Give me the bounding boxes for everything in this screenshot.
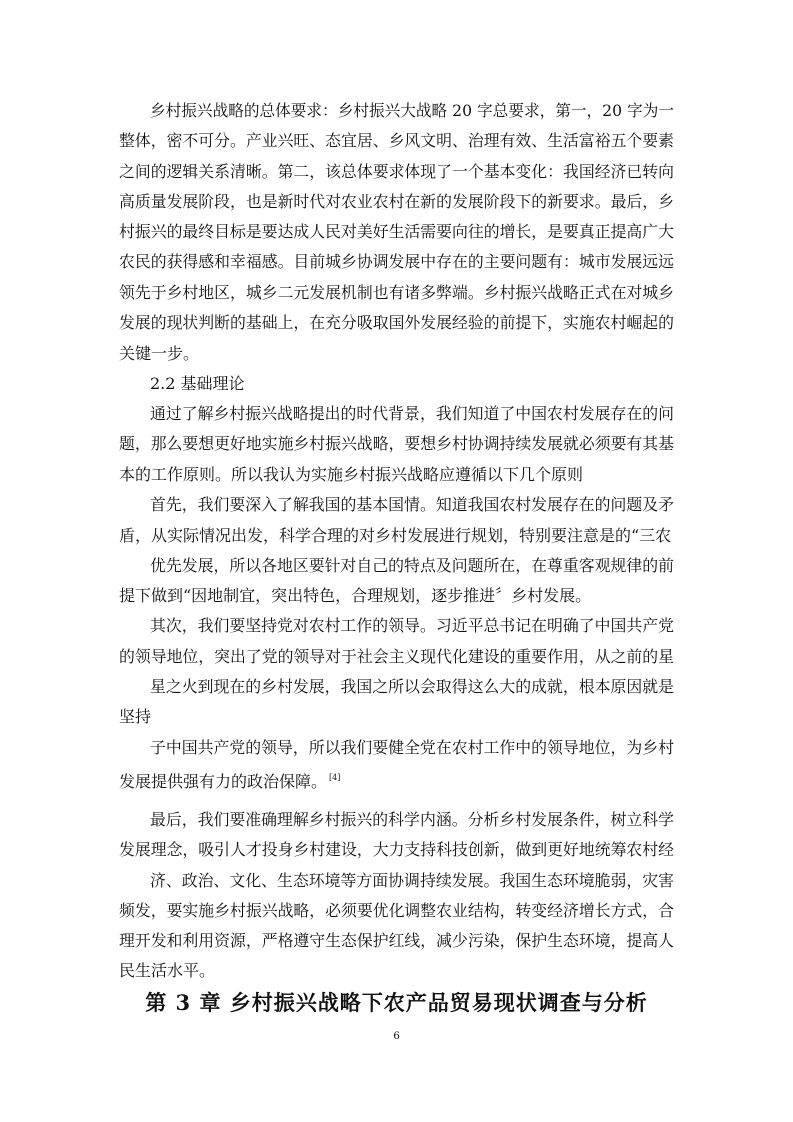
text-line <box>119 434 674 454</box>
chapter-title: 第 3 章 乡村振兴战略下农产品贸易现状调查与分析 <box>145 990 648 1015</box>
line-text: 频发，要实施乡村振兴战略，必须要优化调整农业结构，转变经济增长方式，合 <box>119 901 675 920</box>
line-text: 提下做到“因地制宜，突出特色，合理规划，逐步推进〞乡村发展。 <box>119 586 592 605</box>
text-line <box>150 404 674 424</box>
text-line <box>119 901 674 921</box>
text-line <box>119 465 583 485</box>
text-line <box>119 647 674 667</box>
page-number: 6 <box>393 1031 400 1042</box>
line-text: 本的工作原则。所以我认为实施乡村振兴战略应遵循以下几个原则 <box>119 465 584 484</box>
text-line <box>119 192 674 212</box>
text-line <box>119 961 215 981</box>
text-line <box>119 313 674 333</box>
text-line <box>150 101 674 121</box>
line-text: 农民的获得感和幸福感。目前城乡协调发展中存在的主要问题有：城市发展远远 <box>119 252 675 271</box>
section-heading-text: 2.2 基础理论 <box>150 374 245 393</box>
text-line <box>119 162 674 182</box>
line-text: 最后，我们要准确理解乡村振兴的科学内涵。分析乡村发展条件，树立科学 <box>150 810 675 829</box>
line-text: 通过了解乡村振兴战略提出的时代背景，我们知道了中国农村发展存在的问 <box>150 404 675 423</box>
text-line <box>119 707 151 727</box>
line-text: 发展提供强有力的政治保障。 <box>119 772 328 791</box>
line-text: 民生活水平。 <box>119 961 216 980</box>
text-line <box>150 495 674 515</box>
line-text: 盾，从实际情况出发，科学合理的对乡村发展进行规划，特别要注意是的“三农 <box>119 526 672 545</box>
text-line <box>119 222 674 242</box>
line-text: 坚持 <box>119 707 152 726</box>
text-line <box>119 131 674 151</box>
text-line <box>150 871 674 891</box>
text-line <box>119 931 674 951</box>
text-line <box>119 252 674 272</box>
line-text: 优先发展，所以各地区要针对自己的特点及问题所在，在尊重客观规律的前 <box>150 556 675 575</box>
text-line <box>150 677 674 697</box>
line-text: 星之火到现在的乡村发展，我国之所以会取得这么大的成就，根本原因就是 <box>150 677 675 696</box>
text-line <box>119 768 340 792</box>
line-text: 整体，密不可分。产业兴旺、态宜居、乡风文明、治理有效、生活富裕五个要素 <box>119 131 675 150</box>
text-line <box>150 810 674 830</box>
text-line <box>119 344 199 364</box>
line-text: 关键一步。 <box>119 344 200 363</box>
text-line <box>119 283 674 303</box>
text-line <box>150 556 674 576</box>
citation-marker[interactable]: [4] <box>329 773 341 782</box>
line-text: 发展的现状判断的基础上，在充分吸取国外发展经验的前提下，实施农村崛起的 <box>119 313 675 332</box>
text-line <box>119 840 674 860</box>
line-text: 子中国共产党的领导，所以我们要健全党在农村工作中的领导地位，为乡村 <box>150 738 675 757</box>
text-line <box>150 616 674 636</box>
line-text: 村振兴的最终目标是要达成人民对美好生活需要向往的增长，是要真正提高广大 <box>119 222 675 241</box>
line-text: 首先，我们要深入了解我国的基本国情。知道我国农村发展存在的问题及矛 <box>150 495 675 514</box>
line-text: 之间的逻辑关系清晰。第二，该总体要求体现了一个基本变化：我国经济已转向 <box>119 162 675 181</box>
line-text: 领先于乡村地区，城乡二元发展机制也有诸多弊端。乡村振兴战略正式在对城乡 <box>119 283 675 302</box>
line-text: 理开发和利用资源，严格遵守生态保护红线，减少污染，保护生态环境，提高人 <box>119 931 675 950</box>
line-text: 发展理念，吸引人才投身乡村建设，大力支持科技创新，做到更好地统筹农村经 <box>119 840 675 859</box>
line-text: 济、政治、文化、生态环境等方面协调持续发展。我国生态环境脆弱，灾害 <box>150 871 675 890</box>
line-text: 高质量发展阶段，也是新时代对农业农村在新的发展阶段下的新要求。最后，乡 <box>119 192 675 211</box>
line-text: 题，那么要想更好地实施乡村振兴战略，要想乡村协调持续发展就必须要有其基 <box>119 434 675 453</box>
line-text: 乡村振兴战略的总体要求：乡村振兴大战略 20 字总要求，第一，20 字为一 <box>150 101 674 120</box>
line-text: 的领导地位，突出了党的领导对于社会主义现代化建设的重要作用，从之前的星 <box>119 647 675 666</box>
text-line <box>119 586 591 606</box>
text-line <box>119 526 671 546</box>
line-text: 其次，我们要坚持党对农村工作的领导。习近平总书记在明确了中国共产党 <box>150 616 675 635</box>
section-heading <box>150 374 245 394</box>
text-line <box>150 738 674 758</box>
